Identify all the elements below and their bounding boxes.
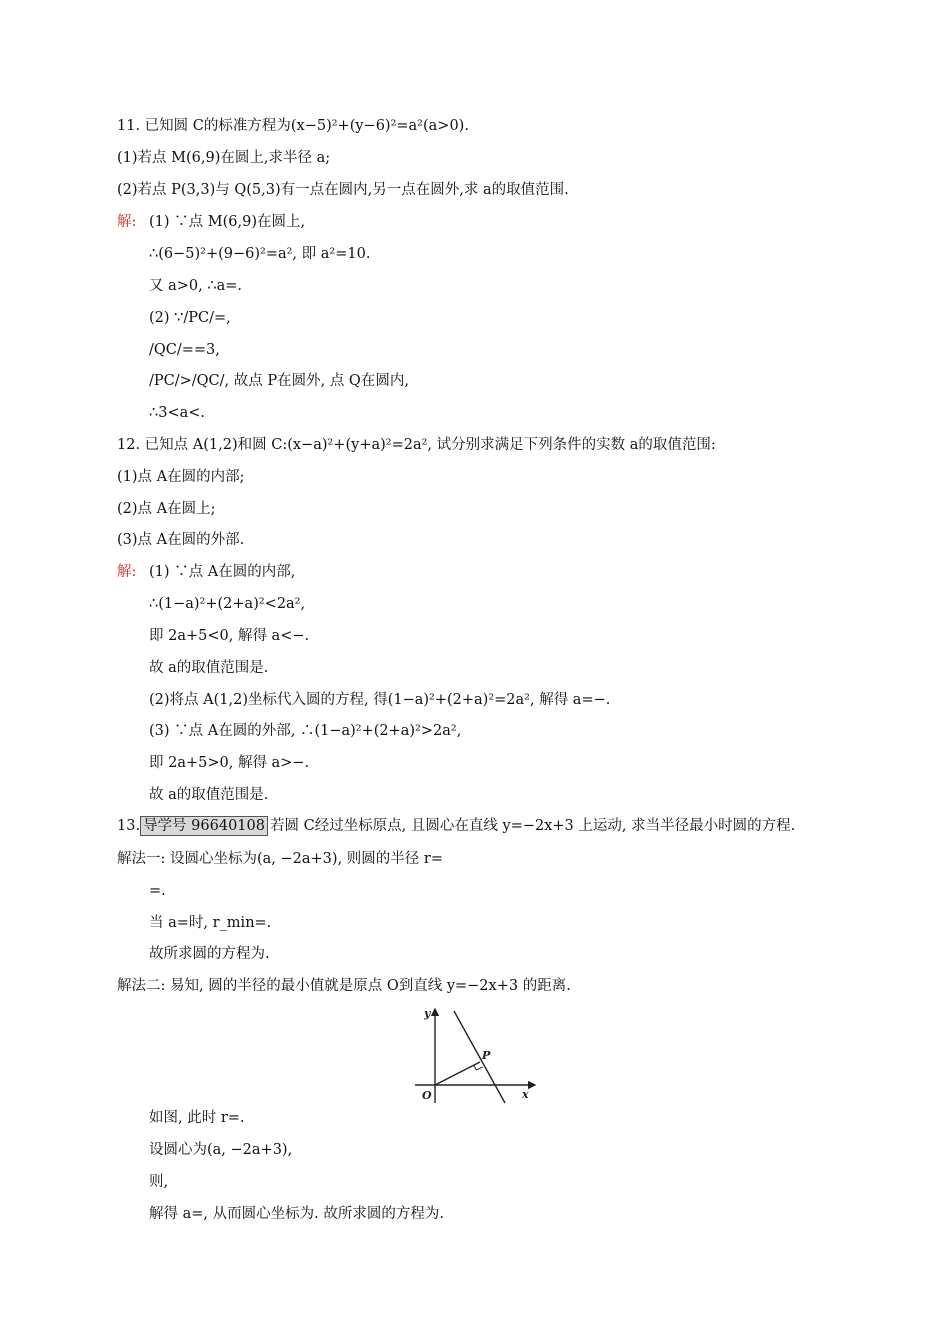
q11-part2: (2)若点 P(3,3)与 Q(5,3)有一点在圆内,另一点在圆外,求 a的取值范围. bbox=[117, 182, 569, 198]
q13-method2-line: 解得 a=, 从而圆心坐标为. 故所求圆的方程为. bbox=[149, 1206, 444, 1222]
q13-header bbox=[117, 816, 795, 836]
q12-part: (1)点 A在圆的内部; bbox=[117, 469, 245, 485]
q13-method1-line: =. bbox=[149, 883, 166, 899]
q11-part1: (1)若点 M(6,9)在圆上,求半径 a; bbox=[117, 150, 331, 166]
perpendicular-op bbox=[435, 1062, 480, 1085]
coordinate-diagram bbox=[410, 1005, 540, 1105]
q11-solution-line: (1) ∵点 M(6,9)在圆上, bbox=[149, 214, 306, 230]
q11-solution-label: 解: bbox=[117, 214, 137, 230]
q11-solution-line: /QC/==3, bbox=[149, 342, 220, 358]
q11-stem: 11. 已知圆 C的标准方程为(x−5)²+(y−6)²=a²(a>0). bbox=[117, 118, 469, 134]
q13-stem: 若圆 C经过坐标原点, 且圆心在直线 y=−2x+3 上运动, 求当半径最小时圆的方程. bbox=[269, 818, 796, 834]
q13-method2-line: 如图, 此时 r=. bbox=[149, 1110, 245, 1126]
q12-solution-line: 故 a的取值范围是. bbox=[149, 787, 269, 803]
q11-solution-line: ∴(6−5)²+(9−6)²=a², 即 a²=10. bbox=[149, 246, 371, 262]
q13-id-tag[interactable]: 导学号 96640108 bbox=[140, 816, 268, 836]
q12-solution-line: (3) ∵点 A在圆的外部, ∴(1−a)²+(2+a)²>2a², bbox=[149, 723, 462, 739]
q13-method2-line: 设圆心为(a, −2a+3), bbox=[149, 1142, 293, 1158]
q12-solution-line: 即 2a+5>0, 解得 a>−. bbox=[149, 755, 310, 771]
q12-solution-line: ∴(1−a)²+(2+a)²<2a², bbox=[149, 596, 306, 612]
x-axis-label: x bbox=[522, 1088, 529, 1101]
origin-label: O bbox=[422, 1089, 432, 1102]
q13-method2-line: 则, bbox=[149, 1174, 169, 1190]
q12-solution-label: 解: bbox=[117, 564, 137, 580]
q13-number: 13. bbox=[117, 818, 141, 834]
q12-stem: 12. 已知点 A(1,2)和圆 C:(x−a)²+(y+a)²=2a², 试分别求满足下列条件的实数 a的取值范围: bbox=[117, 437, 716, 453]
y-axis-label: y bbox=[424, 1007, 431, 1020]
line-y-eq-neg2x-plus3 bbox=[454, 1011, 505, 1103]
q13-method1-line: 当 a=时, r_min=. bbox=[149, 915, 272, 931]
point-p-label: P bbox=[482, 1049, 491, 1062]
q12-solution-line: 即 2a+5<0, 解得 a<−. bbox=[149, 628, 310, 644]
q12-part: (2)点 A在圆上; bbox=[117, 501, 216, 517]
q13-method2-line: 解法二: 易知, 圆的半径的最小值就是原点 O到直线 y=−2x+3 的距离. bbox=[117, 978, 571, 994]
q12-solution-line: (1) ∵点 A在圆的内部, bbox=[149, 564, 296, 580]
q13-method1-line: 故所求圆的方程为. bbox=[149, 946, 270, 962]
q12-part: (3)点 A在圆的外部. bbox=[117, 532, 245, 548]
q11-solution-line: ∴3<a<. bbox=[149, 405, 206, 421]
q11-solution-line: 又 a>0, ∴a=. bbox=[149, 278, 242, 294]
q11-solution-line: (2) ∵/PC/=, bbox=[149, 310, 231, 326]
q11-solution-line: /PC/>/QC/, 故点 P在圆外, 点 Q在圆内, bbox=[149, 373, 409, 389]
q12-solution-line: (2)将点 A(1,2)坐标代入圆的方程, 得(1−a)²+(2+a)²=2a², 解得 a=−. bbox=[149, 692, 611, 708]
q13-method1-line: 解法一: 设圆心坐标为(a, −2a+3), 则圆的半径 r= bbox=[117, 851, 443, 867]
q12-solution-line: 故 a的取值范围是. bbox=[149, 660, 269, 676]
right-angle-mark bbox=[474, 1065, 483, 1070]
